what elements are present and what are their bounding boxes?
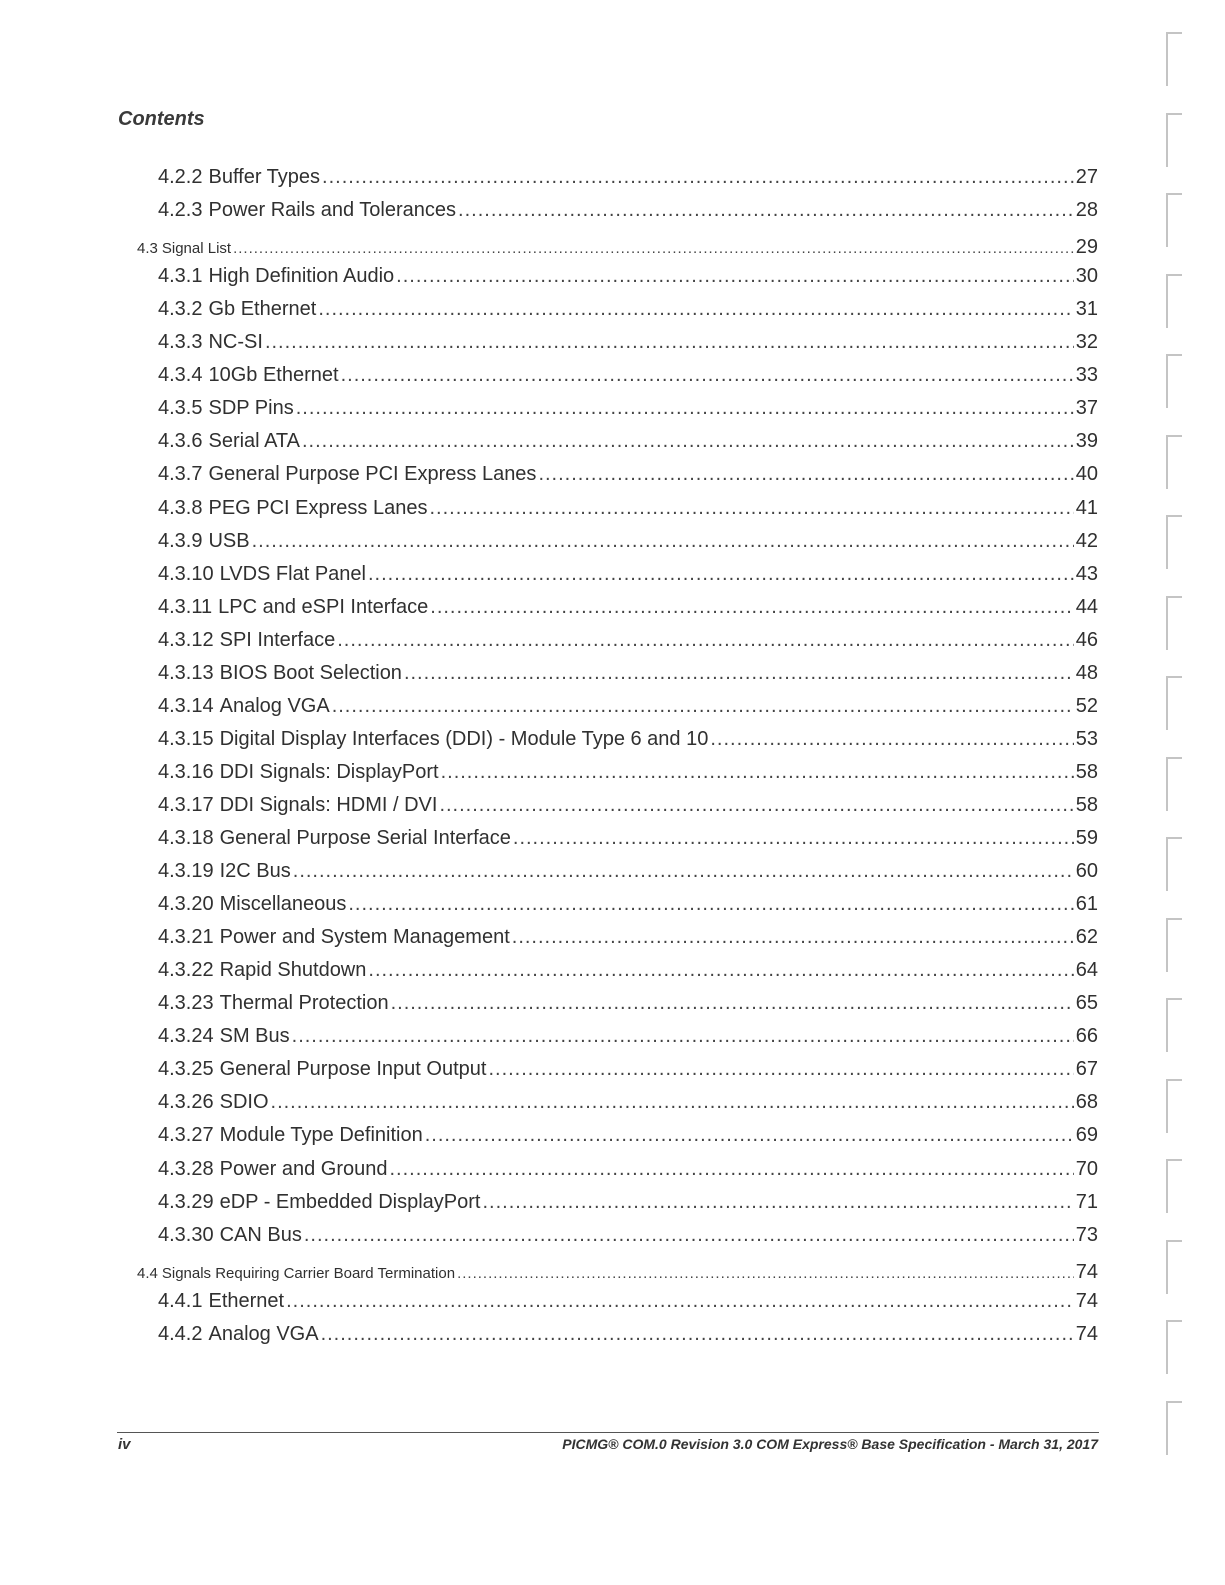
dot-leader	[512, 926, 1074, 949]
toc-entry-number: 4.3.16	[158, 760, 214, 783]
toc-entry[interactable]	[158, 1091, 1098, 1117]
toc-entry-page: 48	[1075, 661, 1098, 684]
toc-entry[interactable]	[158, 331, 1098, 357]
toc-entry-title: Power and Ground	[219, 1157, 388, 1180]
toc-entry-page: 64	[1075, 959, 1098, 982]
toc-entry[interactable]	[158, 728, 1098, 754]
dot-leader	[391, 992, 1074, 1015]
dot-leader	[429, 497, 1073, 520]
toc-entry-number: 4.3.6	[158, 430, 203, 453]
toc-entry[interactable]	[158, 364, 1098, 390]
dot-leader	[458, 199, 1074, 222]
toc-entry-number: 4.3.13	[158, 661, 214, 684]
toc-entry[interactable]	[158, 695, 1098, 721]
binder-mark	[1166, 918, 1182, 972]
toc-entry-number: 4.2.2	[158, 166, 203, 188]
binder-mark	[1166, 274, 1182, 328]
toc-entry-title: Serial ATA	[208, 430, 300, 453]
toc-entry[interactable]	[158, 497, 1098, 523]
footer-page-number: iv	[118, 1436, 131, 1453]
toc-entry-page: 74	[1075, 1322, 1098, 1345]
toc-entry-title: Thermal Protection	[219, 992, 389, 1015]
toc-entry-number: 4.3.21	[158, 926, 214, 949]
toc-entry[interactable]	[158, 1025, 1098, 1051]
toc-entry-number: 4.3.12	[158, 628, 214, 651]
dot-leader	[265, 331, 1074, 354]
toc-entry-title: Rapid Shutdown	[219, 959, 367, 982]
dot-leader	[252, 530, 1074, 553]
toc-entry-title: USB	[208, 529, 250, 552]
binder-mark	[1166, 676, 1182, 730]
toc-entry-number: 4.3.22	[158, 959, 214, 982]
toc-entry-title: Power Rails and Tolerances	[208, 199, 457, 222]
toc-entry[interactable]	[158, 265, 1098, 291]
binder-mark	[1166, 113, 1182, 167]
dot-leader	[337, 629, 1074, 652]
toc-entry-number: 4.3.7	[158, 463, 203, 486]
toc-entry-title: General Purpose PCI Express Lanes	[208, 463, 537, 486]
toc-entry[interactable]	[158, 463, 1098, 489]
toc-entry-number: 4.3.2	[158, 298, 203, 321]
dot-leader	[710, 728, 1073, 751]
toc-entry-page: 28	[1075, 199, 1098, 222]
toc-entry-page: 74	[1075, 1260, 1098, 1283]
toc-entry-number: 4.3.25	[158, 1058, 214, 1081]
binder-mark	[1166, 32, 1182, 86]
binder-mark	[1166, 1320, 1182, 1374]
toc-entry[interactable]	[158, 926, 1098, 952]
dot-leader	[439, 794, 1073, 817]
toc-entry-page: 40	[1075, 463, 1098, 486]
toc-entry[interactable]	[158, 1224, 1098, 1250]
toc-entry[interactable]	[137, 236, 1098, 258]
toc-entry-number: 4.3.10	[158, 562, 214, 585]
toc-entry-page: 65	[1075, 992, 1098, 1015]
toc-entry[interactable]	[158, 860, 1098, 886]
dot-leader	[293, 860, 1074, 883]
toc-entry-page: 33	[1075, 364, 1098, 387]
toc-entry-number: 4.4	[137, 1264, 158, 1282]
toc-entry-page: 29	[1075, 236, 1098, 259]
toc-entry[interactable]	[158, 827, 1098, 853]
toc-entry-title: LVDS Flat Panel	[219, 562, 366, 585]
toc-entry-page: 73	[1075, 1223, 1098, 1246]
toc-entry-title: LPC and eSPI Interface	[218, 595, 429, 618]
toc-entry-number: 4.3.27	[158, 1124, 214, 1147]
toc-entry-page: 59	[1075, 827, 1098, 849]
toc-entry-title: Gb Ethernet	[208, 298, 317, 321]
dot-leader	[441, 761, 1074, 784]
footer-divider	[117, 1432, 1099, 1433]
toc-entry-title: BIOS Boot Selection	[219, 661, 402, 684]
toc-entry-title: Signals Requiring Carrier Board Termination	[161, 1264, 456, 1282]
toc-entry-number: 4.4.2	[158, 1322, 203, 1345]
dot-leader	[304, 1224, 1074, 1247]
dot-leader	[430, 596, 1073, 619]
toc-entry-page: 58	[1075, 793, 1098, 816]
binder-mark	[1166, 193, 1182, 247]
toc-entry-page: 70	[1075, 1157, 1098, 1180]
dot-leader	[292, 1025, 1074, 1048]
toc-entry-title: SDIO	[219, 1091, 269, 1114]
toc-entry-page: 27	[1075, 166, 1098, 188]
toc-entry-title: Module Type Definition	[219, 1124, 423, 1147]
dot-leader	[321, 1323, 1074, 1346]
toc-entry-number: 4.3.19	[158, 860, 214, 883]
dot-leader	[538, 463, 1073, 486]
toc-entry-page: 37	[1075, 397, 1098, 420]
toc-entry-title: Analog VGA	[219, 694, 330, 717]
toc-entry-page: 53	[1075, 727, 1098, 750]
toc-entry[interactable]	[158, 1290, 1098, 1316]
toc-entry-title: Analog VGA	[208, 1322, 319, 1345]
dot-leader	[368, 563, 1074, 586]
toc-entry-title: General Purpose Serial Interface	[219, 827, 511, 849]
dot-leader	[404, 662, 1074, 685]
toc-entry-page: 32	[1075, 331, 1098, 354]
toc-entry-number: 4.2.3	[158, 199, 203, 222]
toc-entry-number: 4.3.18	[158, 827, 214, 849]
toc-entry-page: 62	[1075, 926, 1098, 949]
toc-entry[interactable]	[158, 1124, 1098, 1150]
toc-entry-title: DDI Signals: DisplayPort	[219, 760, 439, 783]
toc-entry-number: 4.4.1	[158, 1289, 203, 1312]
toc-entry-number: 4.3.29	[158, 1190, 214, 1213]
binder-mark	[1166, 596, 1182, 650]
toc-entry[interactable]	[158, 761, 1098, 787]
dot-leader	[286, 1290, 1074, 1313]
toc-entry-page: 43	[1075, 562, 1098, 585]
toc-entry-page: 30	[1075, 265, 1098, 288]
toc-entry[interactable]	[158, 397, 1098, 423]
toc-entry-page: 52	[1075, 694, 1098, 717]
toc-entry-page: 46	[1075, 628, 1098, 651]
dot-leader	[233, 240, 1074, 257]
toc-entry-title: High Definition Audio	[208, 265, 395, 288]
toc-entry-page: 61	[1075, 893, 1098, 916]
dot-leader	[348, 893, 1073, 916]
dot-leader	[368, 959, 1073, 982]
toc-entry-number: 4.3.23	[158, 992, 214, 1015]
toc-entry-title: Power and System Management	[219, 926, 510, 949]
dot-leader	[482, 1191, 1073, 1214]
dot-leader	[318, 298, 1073, 321]
dot-leader	[488, 1058, 1073, 1081]
toc-entry[interactable]	[137, 1261, 1098, 1283]
toc-entry-number: 4.3.5	[158, 397, 203, 420]
binder-mark	[1166, 837, 1182, 891]
toc-entry-title: I2C Bus	[219, 860, 291, 883]
toc-entry[interactable]	[158, 1323, 1098, 1349]
binder-mark	[1166, 515, 1182, 569]
toc-entry-title: DDI Signals: HDMI / DVI	[219, 793, 438, 816]
toc-entry[interactable]	[158, 959, 1098, 985]
toc-entry-page: 60	[1075, 860, 1098, 883]
toc-entry[interactable]	[158, 1191, 1098, 1217]
binder-mark	[1166, 1240, 1182, 1294]
toc-entry-page: 68	[1075, 1091, 1098, 1114]
dot-leader	[296, 397, 1074, 420]
toc-entry-title: PEG PCI Express Lanes	[208, 496, 428, 519]
binder-mark	[1166, 1079, 1182, 1133]
toc-entry-title: Signal List	[161, 240, 232, 258]
toc-entry-title: SDP Pins	[208, 397, 294, 420]
toc-entry-page: 74	[1075, 1289, 1098, 1312]
toc-entry-number: 4.3.24	[158, 1025, 214, 1048]
dot-leader	[457, 1265, 1074, 1282]
toc-entry-number: 4.3.1	[158, 265, 203, 288]
toc-entry-title: NC-SI	[208, 331, 263, 354]
binder-mark	[1166, 757, 1182, 811]
toc-entry-number: 4.3.15	[158, 727, 214, 750]
dot-leader	[396, 265, 1074, 288]
dot-leader	[341, 364, 1074, 387]
toc-entry-number: 4.3.11	[158, 595, 213, 618]
toc-entry-title: SPI Interface	[219, 628, 336, 651]
toc-entry-number: 4.3.4	[158, 364, 203, 387]
toc-entry-title: 10Gb Ethernet	[208, 364, 339, 387]
dot-leader	[513, 827, 1074, 850]
toc-entry[interactable]	[158, 1158, 1098, 1184]
binder-mark	[1166, 998, 1182, 1052]
toc-entry[interactable]	[158, 563, 1098, 589]
toc-entry[interactable]	[158, 629, 1098, 655]
toc-entry[interactable]	[158, 596, 1098, 622]
toc-entry-number: 4.3.26	[158, 1091, 214, 1114]
toc-entry-page: 67	[1075, 1058, 1098, 1081]
binder-mark	[1166, 354, 1182, 408]
toc-entry-page: 66	[1075, 1025, 1098, 1048]
toc-entry-page: 71	[1075, 1190, 1098, 1213]
toc-entry-number: 4.3.8	[158, 496, 203, 519]
toc-entry-title: CAN Bus	[219, 1223, 302, 1246]
binder-mark	[1166, 1401, 1182, 1455]
toc-entry-number: 4.3.9	[158, 529, 203, 552]
toc-entry-number: 4.3.30	[158, 1223, 214, 1246]
toc-entry-number: 4.3	[137, 240, 158, 258]
dot-leader	[332, 695, 1074, 718]
toc-entry-title: Buffer Types	[208, 166, 321, 188]
toc-entry-title: Ethernet	[208, 1289, 285, 1312]
toc-entry-title: Miscellaneous	[219, 893, 347, 916]
dot-leader	[322, 166, 1074, 189]
toc-entry[interactable]	[158, 662, 1098, 688]
dot-leader	[302, 430, 1074, 453]
toc-entry[interactable]	[158, 166, 1098, 192]
toc-entry-page: 69	[1075, 1124, 1098, 1147]
toc-entry[interactable]	[158, 794, 1098, 820]
toc-entry-page: 44	[1075, 595, 1098, 618]
footer-document-title: PICMG® COM.0 Revision 3.0 COM Express® Base Specification - March 31, 2017	[562, 1436, 1098, 1452]
toc-entry-number: 4.3.20	[158, 893, 214, 916]
toc-entry-title: Digital Display Interfaces (DDI) - Module Type 6 and 10	[219, 727, 709, 750]
toc-entry-title: eDP - Embedded DisplayPort	[219, 1190, 481, 1213]
toc-entry-number: 4.3.17	[158, 793, 214, 816]
toc-entry-title: General Purpose Input Output	[219, 1058, 487, 1081]
toc-entry[interactable]	[158, 992, 1098, 1018]
toc-entry-number: 4.3.28	[158, 1157, 214, 1180]
toc-entry[interactable]	[158, 199, 1098, 225]
toc-entry-page: 31	[1075, 298, 1098, 321]
toc-entry[interactable]	[158, 430, 1098, 456]
page-title: Contents	[118, 108, 205, 130]
dot-leader	[390, 1158, 1074, 1181]
dot-leader	[425, 1124, 1074, 1147]
binder-mark	[1166, 435, 1182, 489]
toc-entry-page: 39	[1075, 430, 1098, 453]
toc-entry[interactable]	[158, 530, 1098, 556]
toc-entry-page: 58	[1075, 760, 1098, 783]
binder-mark	[1166, 1159, 1182, 1213]
toc-entry[interactable]	[158, 1058, 1098, 1084]
toc-entry-number: 4.3.14	[158, 694, 214, 717]
toc-entry-title: SM Bus	[219, 1025, 290, 1048]
toc-entry-page: 41	[1075, 496, 1098, 519]
toc-entry-number: 4.3.3	[158, 331, 203, 354]
toc-entry[interactable]	[158, 893, 1098, 919]
dot-leader	[271, 1091, 1074, 1114]
toc-entry[interactable]	[158, 298, 1098, 324]
toc-entry-page: 42	[1075, 529, 1098, 552]
